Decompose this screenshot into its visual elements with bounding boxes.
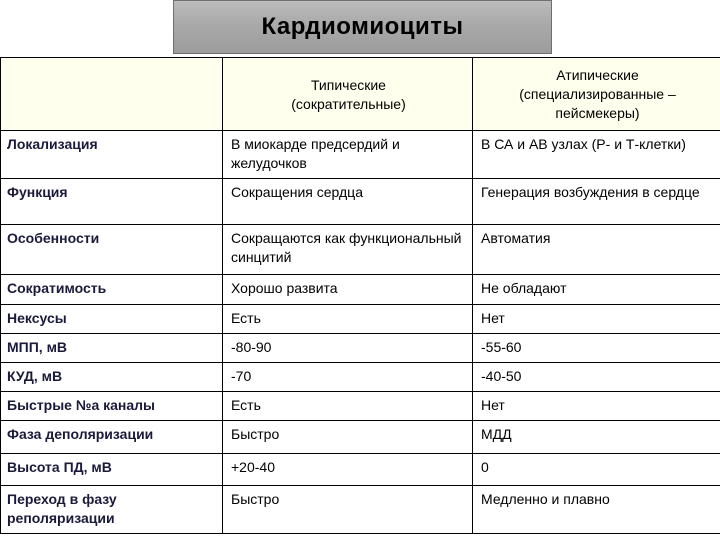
row-label: Быстрые №а каналы	[1, 392, 223, 421]
table-row	[1, 454, 720, 486]
table-row	[1, 421, 720, 454]
row-label: Фаза деполяризации	[1, 421, 223, 454]
row-label: Функция	[1, 179, 223, 225]
header-typical-line: Типические	[311, 76, 386, 93]
atypical-value: 0	[473, 454, 720, 486]
typical-value: Сокращаются как функциональный синцитий	[223, 225, 473, 275]
header-typical	[223, 58, 473, 131]
table-row	[1, 225, 720, 275]
atypical-value: Нет	[473, 305, 720, 334]
row-label: Сократимость	[1, 275, 223, 305]
atypical-value: Генерация возбуждения в сердце	[473, 179, 720, 225]
table-row	[1, 334, 720, 363]
atypical-value: -40-50	[473, 363, 720, 392]
atypical-value: Автоматия	[473, 225, 720, 275]
typical-value: -80-90	[223, 334, 473, 363]
row-label: Переход в фазу реполяризации	[1, 486, 223, 534]
header-atypical-line: (специализированные –	[519, 86, 676, 102]
typical-value: Хорошо развита	[223, 275, 473, 305]
typical-value: Быстро	[223, 486, 473, 534]
atypical-value: Нет	[473, 392, 720, 421]
table-row	[1, 179, 720, 225]
row-label: Особенности	[1, 225, 223, 275]
table-row	[1, 392, 720, 421]
table-row	[1, 486, 720, 534]
atypical-value: Медленно и плавно	[473, 486, 720, 534]
typical-value: -70	[223, 363, 473, 392]
table-header-row	[1, 58, 720, 131]
atypical-value: Не обладают	[473, 275, 720, 305]
header-typical-line: (сократительные)	[291, 95, 406, 112]
typical-value: Есть	[223, 392, 473, 421]
table-row	[1, 131, 720, 179]
row-label: Нексусы	[1, 305, 223, 334]
row-label: Высота ПД, мВ	[1, 454, 223, 486]
page-title: Кардиомиоциты	[173, 0, 552, 54]
typical-value: Быстро	[223, 421, 473, 454]
typical-value: +20-40	[223, 454, 473, 486]
typical-value: В миокарде предсердий и желудочков	[223, 131, 473, 179]
header-atypical-line: пейсмекеры)	[555, 105, 640, 121]
table-row	[1, 275, 720, 305]
table-row	[1, 305, 720, 334]
atypical-value: -55-60	[473, 334, 720, 363]
header-empty-cell	[1, 58, 223, 131]
typical-value: Сокращения сердца	[223, 179, 473, 225]
row-label: КУД, мВ	[1, 363, 223, 392]
cardiomyocyte-comparison-table	[0, 57, 720, 534]
atypical-value: МДД	[473, 421, 720, 454]
row-label: МПП, мВ	[1, 334, 223, 363]
header-atypical-line: Атипические	[556, 67, 639, 83]
row-label: Локализация	[1, 131, 223, 179]
table-row	[1, 363, 720, 392]
header-atypical	[473, 58, 720, 131]
typical-value: Есть	[223, 305, 473, 334]
atypical-value: В СА и АВ узлах (Р- и Т-клетки)	[473, 131, 720, 179]
